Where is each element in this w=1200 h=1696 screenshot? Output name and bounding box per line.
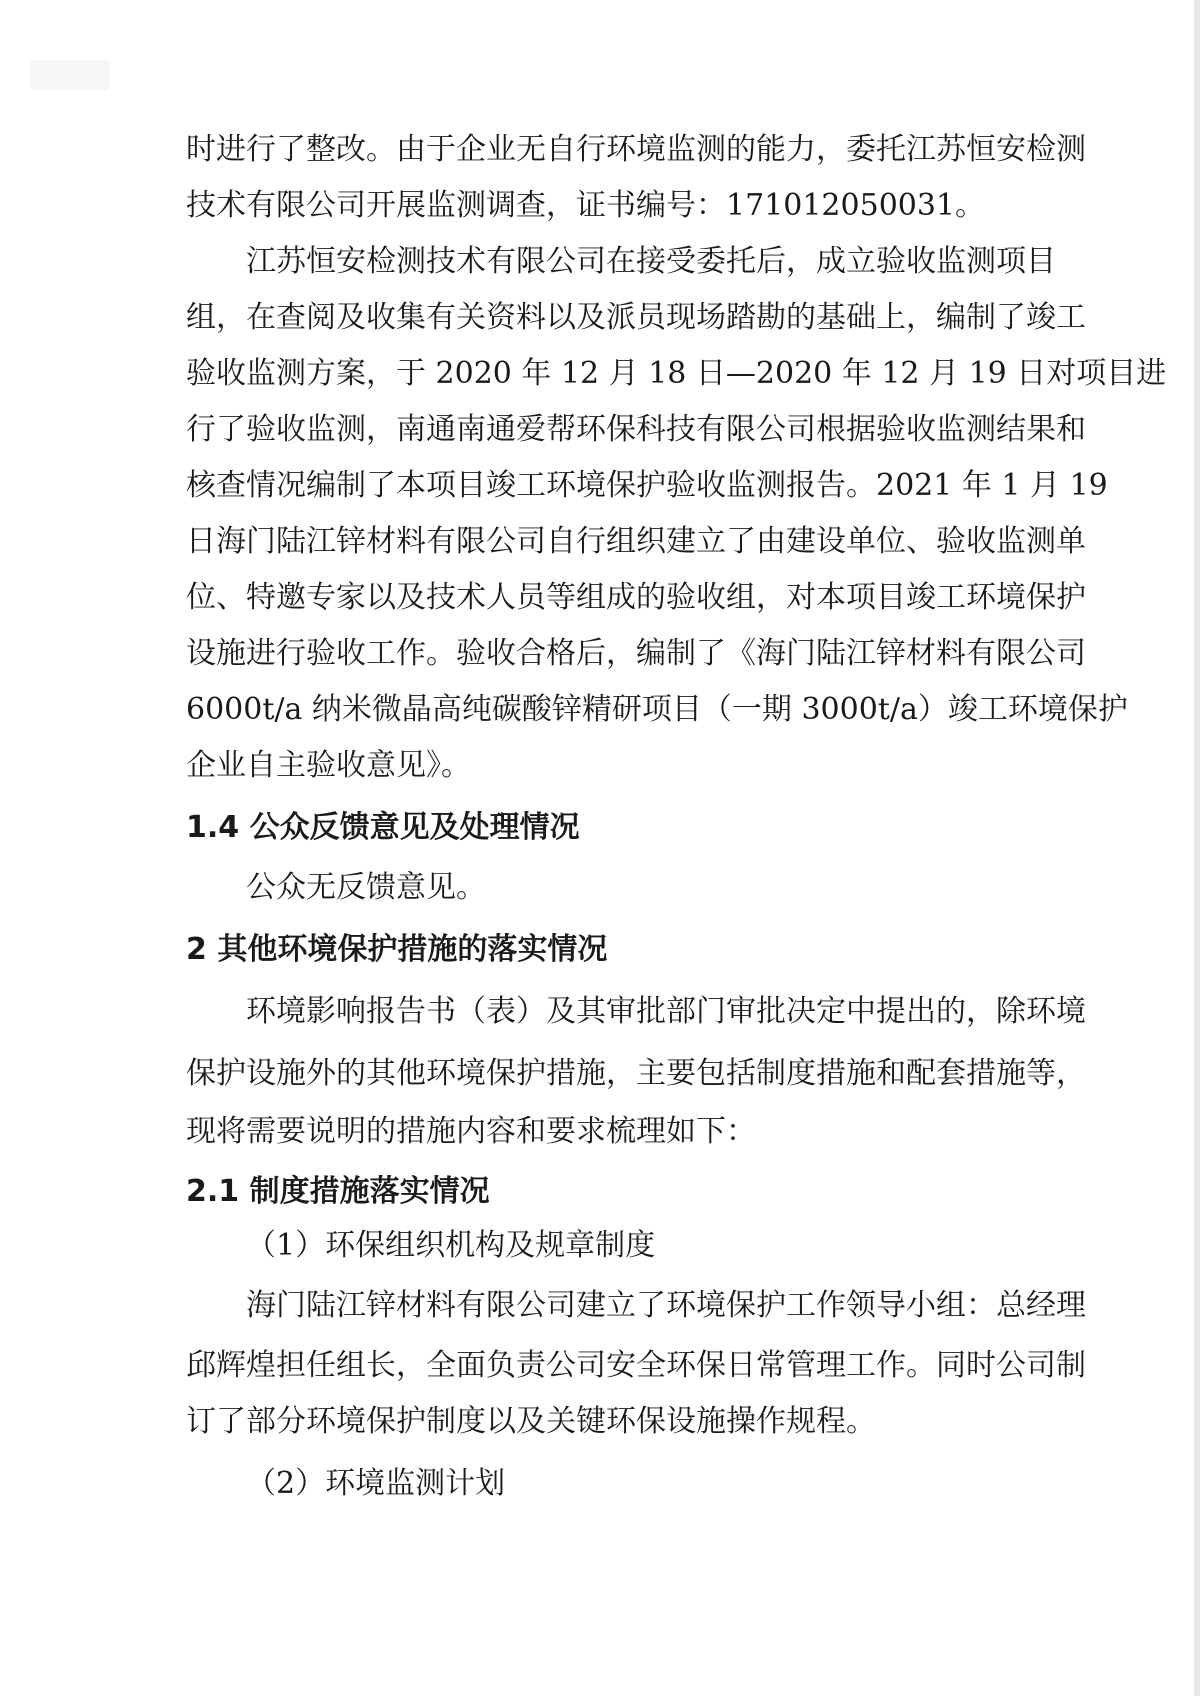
body-line: 订了部分环境保护制度以及关键环保设施操作规程。 [186, 1404, 876, 1439]
body-line: 验收监测方案，于 2020 年 12 月 18 日—2020 年 12 月 19 日对项目进 [186, 356, 1167, 391]
body-line: 邱辉煌担任组长，全面负责公司安全环保日常管理工作。同时公司制 [186, 1348, 1086, 1383]
body-line: 6000t/a 纳米微晶高纯碳酸锌精研项目（一期 3000t/a）竣工环境保护 [186, 692, 1128, 727]
section-heading: 2 其他环境保护措施的落实情况 [186, 932, 608, 967]
body-line: 组，在查阅及收集有关资料以及派员现场踏勘的基础上，编制了竣工 [186, 300, 1086, 335]
section-heading: 1.4 公众反馈意见及处理情况 [186, 810, 580, 845]
body-line: 行了验收监测，南通南通爱帮环保科技有限公司根据验收监测结果和 [186, 412, 1086, 447]
subsection-heading: （2）环境监测计划 [246, 1466, 506, 1501]
paragraph-start-line: 海门陆江锌材料有限公司建立了环境保护工作领导小组：总经理 [246, 1288, 1086, 1323]
body-line: 企业自主验收意见》。 [186, 748, 471, 783]
body-line: 时进行了整改。由于企业无自行环境监测的能力，委托江苏恒安检测 [186, 132, 1086, 167]
scan-artifact [30, 60, 110, 90]
body-line: 现将需要说明的措施内容和要求梳理如下： [186, 1114, 756, 1149]
paragraph-start-line: 公众无反馈意见。 [246, 870, 486, 905]
body-line: 位、特邀专家以及技术人员等组成的验收组，对本项目竣工环境保护 [186, 580, 1086, 615]
paragraph-start-line: 环境影响报告书（表）及其审批部门审批决定中提出的，除环境 [246, 994, 1086, 1029]
body-line: 设施进行验收工作。验收合格后，编制了《海门陆江锌材料有限公司 [186, 636, 1086, 671]
body-line: 日海门陆江锌材料有限公司自行组织建立了由建设单位、验收监测单 [186, 524, 1086, 559]
subsection-heading: （1）环保组织机构及规章制度 [246, 1228, 656, 1263]
section-heading: 2.1 制度措施落实情况 [186, 1174, 490, 1209]
body-line: 技术有限公司开展监测调查，证书编号：171012050031。 [186, 188, 986, 223]
paragraph-start-line: 江苏恒安检测技术有限公司在接受委托后，成立验收监测项目 [246, 244, 1056, 279]
body-line: 核查情况编制了本项目竣工环境保护验收监测报告。2021 年 1 月 19 [186, 468, 1108, 503]
body-line: 保护设施外的其他环境保护措施，主要包括制度措施和配套措施等， [186, 1056, 1086, 1091]
scan-edge [1194, 0, 1200, 1696]
